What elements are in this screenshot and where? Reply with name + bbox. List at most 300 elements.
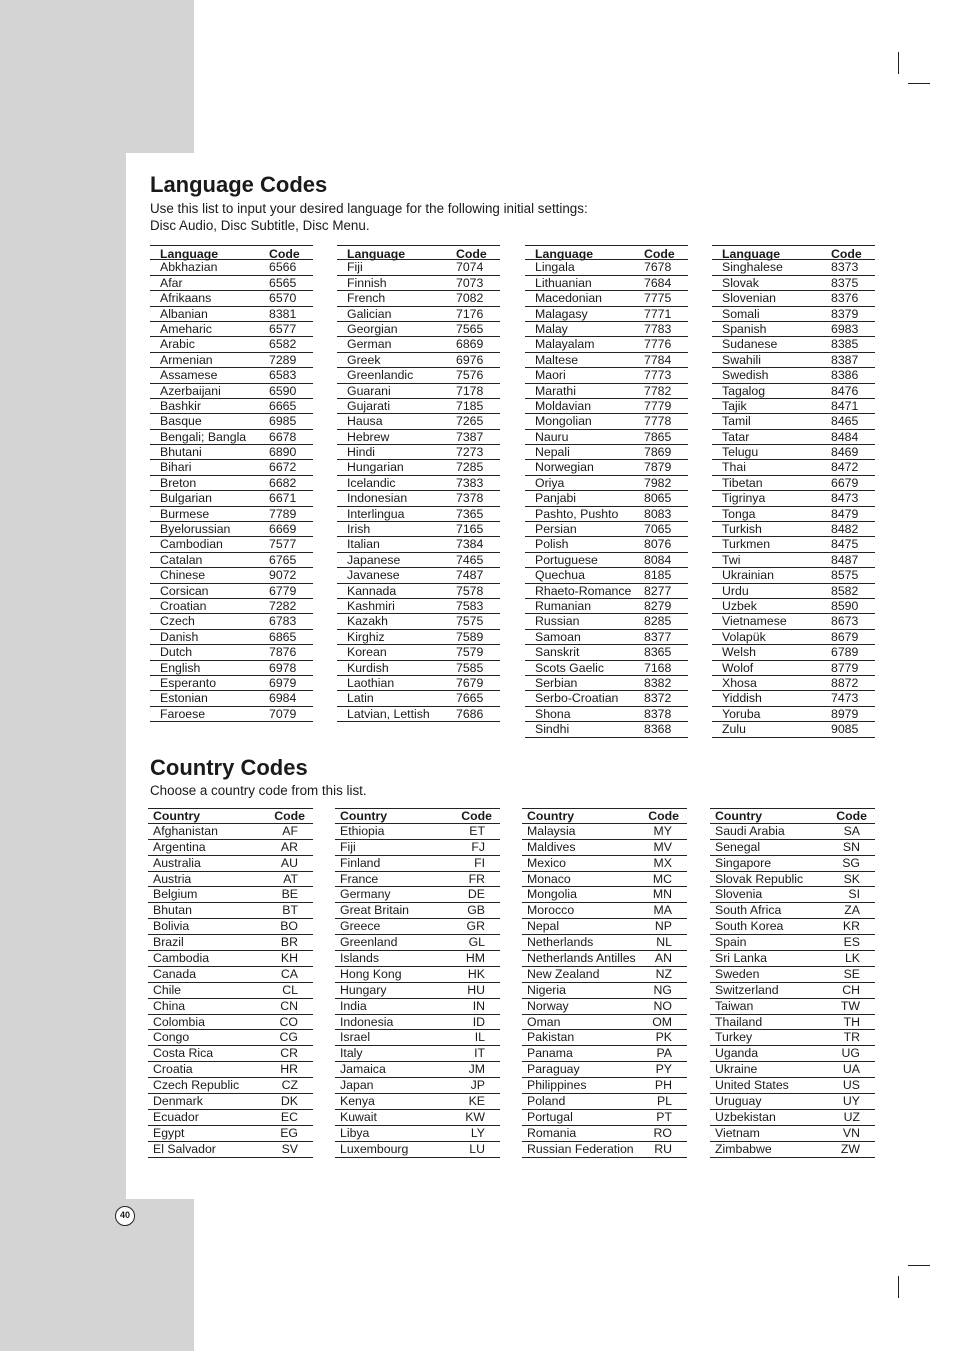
row-name: Swahili bbox=[722, 352, 761, 367]
row-code: 7679 bbox=[456, 675, 484, 690]
row-name: Malagasy bbox=[535, 306, 588, 321]
row-code: 8479 bbox=[831, 506, 859, 521]
header-label: Country bbox=[527, 809, 575, 823]
language-row bbox=[150, 614, 313, 629]
language-row bbox=[712, 553, 875, 568]
language-row bbox=[150, 291, 313, 306]
row-code: 9072 bbox=[269, 568, 297, 583]
country-row bbox=[710, 967, 875, 983]
country-row bbox=[335, 1030, 500, 1046]
country-table-column-2 bbox=[335, 808, 500, 1158]
row-code: SA bbox=[843, 823, 860, 838]
row-code: 7178 bbox=[456, 383, 484, 398]
row-name: Sudanese bbox=[722, 337, 778, 352]
language-row bbox=[337, 384, 500, 399]
row-code: 7073 bbox=[456, 275, 484, 290]
row-name: Australia bbox=[153, 855, 201, 870]
header-label: Country bbox=[340, 809, 388, 823]
language-row bbox=[150, 460, 313, 475]
language-row bbox=[337, 691, 500, 706]
row-code: 6665 bbox=[269, 398, 297, 413]
language-row bbox=[525, 584, 688, 599]
row-name: United States bbox=[715, 1078, 789, 1093]
language-row bbox=[525, 661, 688, 676]
row-name: Estonian bbox=[160, 691, 208, 706]
country-row bbox=[710, 1094, 875, 1110]
country-row bbox=[522, 1015, 687, 1031]
row-name: Nigeria bbox=[527, 982, 566, 997]
row-name: Jamaica bbox=[340, 1062, 386, 1077]
table-header bbox=[148, 808, 313, 824]
country-row bbox=[522, 1078, 687, 1094]
country-row bbox=[148, 1015, 313, 1031]
row-code: 6679 bbox=[831, 475, 859, 490]
row-name: Volapük bbox=[722, 629, 766, 644]
language-row bbox=[150, 676, 313, 691]
row-name: Sindhi bbox=[535, 722, 570, 737]
row-name: Maldives bbox=[527, 839, 576, 854]
row-code: 8386 bbox=[831, 368, 859, 383]
language-row bbox=[712, 384, 875, 399]
country-row bbox=[522, 1094, 687, 1110]
country-row bbox=[710, 1062, 875, 1078]
row-name: Xhosa bbox=[722, 675, 757, 690]
table-header bbox=[525, 245, 688, 260]
language-row bbox=[337, 630, 500, 645]
language-row bbox=[337, 584, 500, 599]
row-name: Israel bbox=[340, 1030, 371, 1045]
language-intro-line-2: Disc Audio, Disc Subtitle, Disc Menu. bbox=[150, 218, 370, 233]
header-code: Code bbox=[648, 809, 679, 823]
row-name: Uzbekistan bbox=[715, 1109, 776, 1124]
row-code: 7869 bbox=[644, 445, 672, 460]
language-row bbox=[525, 353, 688, 368]
row-code: 7879 bbox=[644, 460, 672, 475]
language-row bbox=[525, 414, 688, 429]
row-code: 7686 bbox=[456, 706, 484, 721]
row-code: 7165 bbox=[456, 522, 484, 537]
row-code: MA bbox=[653, 903, 672, 918]
country-row bbox=[148, 872, 313, 888]
row-name: Armenian bbox=[160, 352, 213, 367]
row-name: Spain bbox=[715, 935, 747, 950]
row-code: 6565 bbox=[269, 275, 297, 290]
row-name: Slovak Republic bbox=[715, 871, 804, 886]
row-code: 8076 bbox=[644, 537, 672, 552]
row-name: Hindi bbox=[347, 445, 376, 460]
country-row bbox=[148, 919, 313, 935]
row-name: Indonesia bbox=[340, 1014, 394, 1029]
country-row bbox=[522, 903, 687, 919]
row-code: 7289 bbox=[269, 352, 297, 367]
row-code: 7779 bbox=[644, 398, 672, 413]
row-code: ID bbox=[472, 1014, 485, 1029]
row-code: 8471 bbox=[831, 398, 859, 413]
row-name: Arabic bbox=[160, 337, 195, 352]
language-row bbox=[150, 707, 313, 722]
country-row bbox=[522, 1062, 687, 1078]
row-code: AR bbox=[280, 839, 298, 854]
row-code: 7577 bbox=[269, 537, 297, 552]
language-row bbox=[525, 322, 688, 337]
country-row bbox=[522, 1110, 687, 1126]
language-row bbox=[712, 476, 875, 491]
row-name: Malay bbox=[535, 321, 568, 336]
language-row bbox=[337, 553, 500, 568]
language-row bbox=[712, 537, 875, 552]
row-code: PT bbox=[656, 1109, 672, 1124]
language-row bbox=[525, 645, 688, 660]
country-row bbox=[335, 1078, 500, 1094]
row-name: Hungarian bbox=[347, 460, 404, 475]
row-code: SG bbox=[842, 855, 860, 870]
row-name: Tigrinya bbox=[722, 491, 766, 506]
row-code: 8376 bbox=[831, 291, 859, 306]
language-row bbox=[525, 537, 688, 552]
row-name: Zimbabwe bbox=[715, 1141, 772, 1156]
row-code: 8379 bbox=[831, 306, 859, 321]
row-code: 8185 bbox=[644, 568, 672, 583]
header-code: Code bbox=[461, 809, 492, 823]
row-code: 8279 bbox=[644, 598, 672, 613]
row-code: UZ bbox=[843, 1109, 860, 1124]
row-name: Russian Federation bbox=[527, 1141, 634, 1156]
row-code: CZ bbox=[281, 1078, 298, 1093]
row-code: MX bbox=[653, 855, 672, 870]
row-name: Latin bbox=[347, 691, 374, 706]
language-row bbox=[712, 522, 875, 537]
country-row bbox=[335, 1015, 500, 1031]
row-code: 7684 bbox=[644, 275, 672, 290]
row-code: 6582 bbox=[269, 337, 297, 352]
row-code: 8083 bbox=[644, 506, 672, 521]
row-name: Chile bbox=[153, 982, 182, 997]
row-code: 8484 bbox=[831, 429, 859, 444]
row-name: Gujarati bbox=[347, 398, 391, 413]
country-row bbox=[522, 840, 687, 856]
row-code: BE bbox=[281, 887, 298, 902]
row-code: AN bbox=[654, 951, 672, 966]
language-row bbox=[337, 476, 500, 491]
language-row bbox=[150, 414, 313, 429]
row-code: 8473 bbox=[831, 491, 859, 506]
row-name: Bihari bbox=[160, 460, 192, 475]
row-name: Albanian bbox=[160, 306, 208, 321]
row-name: Afrikaans bbox=[160, 291, 212, 306]
language-row bbox=[712, 460, 875, 475]
row-name: Paraguay bbox=[527, 1062, 580, 1077]
country-row bbox=[710, 1046, 875, 1062]
row-name: Javanese bbox=[347, 568, 400, 583]
row-code: UA bbox=[842, 1062, 860, 1077]
language-row bbox=[150, 507, 313, 522]
language-codes-title: Language Codes bbox=[150, 172, 328, 197]
row-code: NZ bbox=[655, 966, 672, 981]
row-name: Galician bbox=[347, 306, 392, 321]
country-row bbox=[148, 1030, 313, 1046]
row-name: Irish bbox=[347, 522, 371, 537]
row-name: China bbox=[153, 998, 186, 1013]
row-code: HK bbox=[467, 966, 485, 981]
language-row bbox=[337, 460, 500, 475]
row-name: Zulu bbox=[722, 722, 746, 737]
country-row bbox=[710, 840, 875, 856]
row-name: Lingala bbox=[535, 260, 575, 275]
language-intro-line-1: Use this list to input your desired language for the following initial settings: bbox=[150, 201, 588, 216]
row-code: 8482 bbox=[831, 522, 859, 537]
row-code: 8465 bbox=[831, 414, 859, 429]
row-name: Tajik bbox=[722, 398, 747, 413]
language-row bbox=[525, 691, 688, 706]
row-code: PK bbox=[655, 1030, 672, 1045]
row-code: 8378 bbox=[644, 706, 672, 721]
row-name: Italy bbox=[340, 1046, 363, 1061]
row-code: 6976 bbox=[456, 352, 484, 367]
language-row bbox=[525, 476, 688, 491]
row-name: Serbo-Croatian bbox=[535, 691, 619, 706]
row-code: 6671 bbox=[269, 491, 297, 506]
language-row bbox=[712, 661, 875, 676]
row-code: PY bbox=[655, 1062, 672, 1077]
row-code: 8285 bbox=[644, 614, 672, 629]
row-name: Malayalam bbox=[535, 337, 595, 352]
row-code: 8065 bbox=[644, 491, 672, 506]
row-code: 7176 bbox=[456, 306, 484, 321]
row-code: KE bbox=[468, 1094, 485, 1109]
country-row bbox=[335, 887, 500, 903]
row-name: Senegal bbox=[715, 839, 761, 854]
row-code: CG bbox=[279, 1030, 298, 1045]
row-name: Tagalog bbox=[722, 383, 766, 398]
language-row bbox=[337, 414, 500, 429]
language-row bbox=[712, 614, 875, 629]
row-code: KW bbox=[465, 1109, 485, 1124]
row-code: GL bbox=[468, 935, 485, 950]
row-name: Kenya bbox=[340, 1094, 375, 1109]
language-row bbox=[150, 399, 313, 414]
row-name: Kashmiri bbox=[347, 598, 395, 613]
row-code: 7876 bbox=[269, 645, 297, 660]
row-code: SK bbox=[843, 871, 860, 886]
row-code: DK bbox=[280, 1094, 298, 1109]
header-code: Code bbox=[274, 809, 305, 823]
row-name: Portuguese bbox=[535, 552, 598, 567]
row-code: 7168 bbox=[644, 660, 672, 675]
country-row bbox=[710, 856, 875, 872]
row-name: Assamese bbox=[160, 368, 218, 383]
country-row bbox=[522, 935, 687, 951]
row-name: German bbox=[347, 337, 392, 352]
row-name: Thailand bbox=[715, 1014, 763, 1029]
row-code: SN bbox=[842, 839, 860, 854]
row-code: CH bbox=[842, 982, 860, 997]
country-row bbox=[148, 1142, 313, 1158]
language-row bbox=[525, 491, 688, 506]
row-name: Tamil bbox=[722, 414, 751, 429]
row-code: ZA bbox=[844, 903, 860, 918]
row-code: 9085 bbox=[831, 722, 859, 737]
country-row bbox=[148, 999, 313, 1015]
country-row bbox=[522, 951, 687, 967]
country-row bbox=[335, 999, 500, 1015]
language-row bbox=[150, 322, 313, 337]
row-name: Mexico bbox=[527, 855, 566, 870]
row-code: TR bbox=[843, 1030, 860, 1045]
row-code: 6672 bbox=[269, 460, 297, 475]
row-code: 8381 bbox=[269, 306, 297, 321]
row-code: VN bbox=[842, 1125, 860, 1140]
language-row bbox=[712, 691, 875, 706]
row-name: Colombia bbox=[153, 1014, 205, 1029]
language-row bbox=[712, 276, 875, 291]
row-code: CL bbox=[282, 982, 298, 997]
row-code: ET bbox=[469, 823, 485, 838]
row-name: Bhutan bbox=[153, 903, 192, 918]
row-name: Japan bbox=[340, 1078, 374, 1093]
language-row bbox=[525, 445, 688, 460]
language-row bbox=[712, 337, 875, 352]
header-code: Code bbox=[831, 247, 862, 261]
row-name: Philippines bbox=[527, 1078, 587, 1093]
row-name: Wolof bbox=[722, 660, 754, 675]
language-row bbox=[525, 599, 688, 614]
row-name: French bbox=[347, 291, 386, 306]
row-code: RU bbox=[654, 1141, 672, 1156]
language-row bbox=[525, 384, 688, 399]
row-code: 7576 bbox=[456, 368, 484, 383]
country-row bbox=[522, 824, 687, 840]
language-row bbox=[150, 645, 313, 660]
row-code: 7387 bbox=[456, 429, 484, 444]
language-row bbox=[337, 276, 500, 291]
language-row bbox=[525, 722, 688, 737]
country-row bbox=[335, 919, 500, 935]
row-name: Luxembourg bbox=[340, 1141, 409, 1156]
row-name: Somali bbox=[722, 306, 760, 321]
row-code: AT bbox=[283, 871, 298, 886]
row-code: 6577 bbox=[269, 321, 297, 336]
row-code: KR bbox=[842, 919, 860, 934]
row-name: El Salvador bbox=[153, 1141, 216, 1156]
language-row bbox=[150, 276, 313, 291]
language-row bbox=[150, 491, 313, 506]
row-code: JM bbox=[468, 1062, 485, 1077]
row-code: 7771 bbox=[644, 306, 672, 321]
row-name: Afghanistan bbox=[153, 823, 218, 838]
row-name: Catalan bbox=[160, 552, 203, 567]
row-name: Panjabi bbox=[535, 491, 577, 506]
row-name: Italian bbox=[347, 537, 380, 552]
language-row bbox=[337, 599, 500, 614]
row-code: 6985 bbox=[269, 414, 297, 429]
crop-mark-top-vertical bbox=[898, 52, 899, 74]
row-name: Oman bbox=[527, 1014, 561, 1029]
row-name: Korean bbox=[347, 645, 387, 660]
row-name: Interlingua bbox=[347, 506, 405, 521]
row-code: 7185 bbox=[456, 398, 484, 413]
row-name: Morocco bbox=[527, 903, 575, 918]
language-row bbox=[337, 291, 500, 306]
header-label: Country bbox=[153, 809, 201, 823]
row-code: 8375 bbox=[831, 275, 859, 290]
row-name: Byelorussian bbox=[160, 522, 231, 537]
row-name: Uruguay bbox=[715, 1094, 762, 1109]
row-code: 6978 bbox=[269, 660, 297, 675]
row-name: Norway bbox=[527, 998, 569, 1013]
row-name: Samoan bbox=[535, 629, 581, 644]
language-row bbox=[150, 599, 313, 614]
row-code: 8373 bbox=[831, 260, 859, 275]
row-name: Portugal bbox=[527, 1109, 573, 1124]
row-name: New Zealand bbox=[527, 966, 600, 981]
row-code: 6669 bbox=[269, 522, 297, 537]
language-row bbox=[712, 645, 875, 660]
language-row bbox=[337, 661, 500, 676]
country-row bbox=[148, 1094, 313, 1110]
language-row bbox=[150, 445, 313, 460]
language-row bbox=[712, 568, 875, 583]
language-row bbox=[150, 260, 313, 275]
row-name: Norwegian bbox=[535, 460, 594, 475]
language-row bbox=[712, 399, 875, 414]
row-name: Dutch bbox=[160, 645, 193, 660]
row-name: Yiddish bbox=[722, 691, 762, 706]
country-table-column-4 bbox=[710, 808, 875, 1158]
row-name: Rhaeto-Romance bbox=[535, 583, 632, 598]
row-name: Turkmen bbox=[722, 537, 771, 552]
row-name: Japanese bbox=[347, 552, 401, 567]
country-row bbox=[710, 919, 875, 935]
row-name: Slovak bbox=[722, 275, 759, 290]
row-name: Kannada bbox=[347, 583, 397, 598]
row-code: NL bbox=[656, 935, 672, 950]
country-row bbox=[710, 999, 875, 1015]
language-row bbox=[337, 568, 500, 583]
language-row bbox=[712, 430, 875, 445]
row-name: Mongolian bbox=[535, 414, 592, 429]
row-name: Hong Kong bbox=[340, 966, 402, 981]
row-name: Afar bbox=[160, 275, 183, 290]
row-name: South Africa bbox=[715, 903, 782, 918]
row-name: Kurdish bbox=[347, 660, 389, 675]
row-name: Canada bbox=[153, 966, 197, 981]
language-table-column-2 bbox=[337, 245, 500, 722]
language-row bbox=[525, 507, 688, 522]
row-code: 7583 bbox=[456, 598, 484, 613]
row-name: Ameharic bbox=[160, 321, 212, 336]
row-code: TH bbox=[843, 1014, 860, 1029]
language-row bbox=[525, 307, 688, 322]
country-row bbox=[522, 1046, 687, 1062]
language-row bbox=[150, 476, 313, 491]
row-code: 8590 bbox=[831, 598, 859, 613]
table-header bbox=[710, 808, 875, 824]
language-row bbox=[337, 507, 500, 522]
row-code: 7665 bbox=[456, 691, 484, 706]
row-name: Scots Gaelic bbox=[535, 660, 605, 675]
row-name: Pakistan bbox=[527, 1030, 575, 1045]
row-name: Burmese bbox=[160, 506, 210, 521]
row-code: 8372 bbox=[644, 691, 672, 706]
row-code: NG bbox=[653, 982, 672, 997]
country-row bbox=[335, 935, 500, 951]
row-code: AF bbox=[282, 823, 298, 838]
country-row bbox=[335, 856, 500, 872]
language-row bbox=[150, 522, 313, 537]
header-label: Country bbox=[715, 809, 763, 823]
language-row bbox=[712, 414, 875, 429]
language-row bbox=[337, 614, 500, 629]
